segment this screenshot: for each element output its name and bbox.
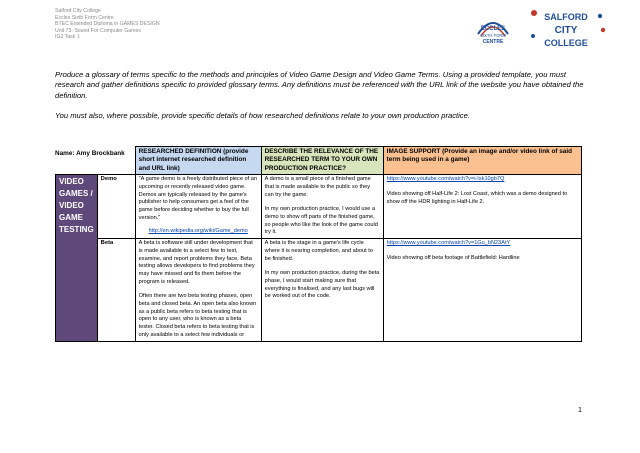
category-cell: VIDEO GAMES / VIDEO GAME TESTING	[56, 175, 98, 341]
eccles-logo-word: ECCLES	[480, 26, 506, 32]
salford-logo-word: SALFORD	[544, 12, 588, 22]
relevance-text: In my own production practice, during the beta phase, I would start making sure that everything is finalised, and any last bugs will be worked out of the code.	[264, 270, 380, 300]
header-line-course: BTEC Extended Diploma in GAMES DESIGN	[55, 21, 160, 28]
video-link[interactable]: https://www.youtube.com/watch?v=i-Isk10gb7Q	[386, 176, 505, 183]
header-line-college: Salford City College	[55, 8, 101, 14]
source-link[interactable]: http://en.wikipedia.org/wiki/Game_demo	[148, 228, 248, 235]
image-support-cell	[383, 239, 581, 341]
header-line-task: IG2 Task 1	[55, 34, 80, 41]
instructions-paragraph: Produce a glossary of terms specific to the methods and principles of Video Game Design and Video Game Terms. Using a provided template, you must research and gather definitions specific to provided glossary terms. Any definitions must be referenced with the URL link of the website you have obtained the definition.	[55, 70, 584, 100]
table-row	[56, 175, 582, 239]
eccles-logo-word: CENTRE	[482, 39, 504, 45]
salford-logo	[528, 6, 608, 52]
student-name: Name: Amy Brockbank	[55, 150, 125, 157]
eccles-logo	[472, 14, 514, 48]
term-cell: Beta	[97, 239, 135, 341]
table-header-row	[56, 147, 582, 175]
term-cell: Demo	[97, 175, 135, 239]
relevance-text: In my own production practice, I would use a demo to show off parts of the finished game, so people who like the look of the game could try it.	[264, 206, 378, 236]
page-number: 1	[578, 407, 582, 414]
salford-logo-word: CITY	[554, 25, 578, 36]
relevance-cell	[261, 239, 383, 341]
header-image-support: IMAGE SUPPORT (Provide an image and/or video link of said term being used in a game)	[383, 147, 581, 175]
definition-cell	[135, 239, 261, 341]
header-line-unit: Unit 73: Sound For Computer Games	[55, 27, 141, 34]
header-relevance: DESCRIBE THE RELEVANCE OF THE RESEARCHED TERM TO YOUR OWN PRODUCTION PRACTICE?	[261, 147, 383, 175]
salford-logo-word: COLLEGE	[544, 38, 588, 48]
definition-cell	[135, 175, 261, 239]
eccles-logo-word: SIXTH FORM	[480, 33, 506, 38]
image-support-text: Video showing off Half-Life 2: Lost Coast, which was a demo designed to show off the HDR lighting in Half-Life 2.	[386, 190, 568, 205]
video-link[interactable]: https://www.youtube.com/watch?v=1Gu_bN23AtY	[386, 240, 511, 247]
relevance-text: A demo is a small piece of a finished game that is made available to the public so they can try the game.	[264, 176, 371, 198]
document-header	[55, 8, 160, 41]
header-definition: RESEARCHED DEFINITION (provide short internet researched definition and URL link)	[135, 147, 261, 175]
image-support-text: Video showing off beta footage of Battlefield: Hardline	[386, 254, 520, 261]
relevance-text: A beta is the stage in a game's life cycle where it is nearing completion, and about to be finished.	[264, 240, 373, 262]
definition-text: Often there are two beta testing phases, open beta and closed beta. An open beta also known as a public beta refers to beta testing that is open to any user, who is known as a beta tester. Closed beta refers to beta testing that is only available to a select few individuals or	[138, 293, 257, 338]
definition-text: A beta is software still under development that is made available to a select few to test, examine, and report problems they face. Beta testing allows developers to find problems they may have missed and fix them before the program is released.	[138, 240, 255, 285]
definition-text: "A game demo is a freely distributed piece of an upcoming or recently released video game. Demos are typically released by the game's publisher to help consumers get a feel of the game before deciding whether to buy the full version."	[138, 176, 257, 221]
glossary-table	[55, 146, 582, 342]
relevance-cell	[261, 175, 383, 239]
header-line-centre: Eccles Sixth Form Centre	[55, 14, 114, 21]
image-support-cell	[383, 175, 581, 239]
table-row	[56, 239, 582, 341]
task-instructions	[55, 70, 595, 132]
logos	[472, 4, 607, 52]
instructions-paragraph: You must also, where possible, provide specific details of how researched definitions relate to your own production practice.	[55, 111, 470, 121]
